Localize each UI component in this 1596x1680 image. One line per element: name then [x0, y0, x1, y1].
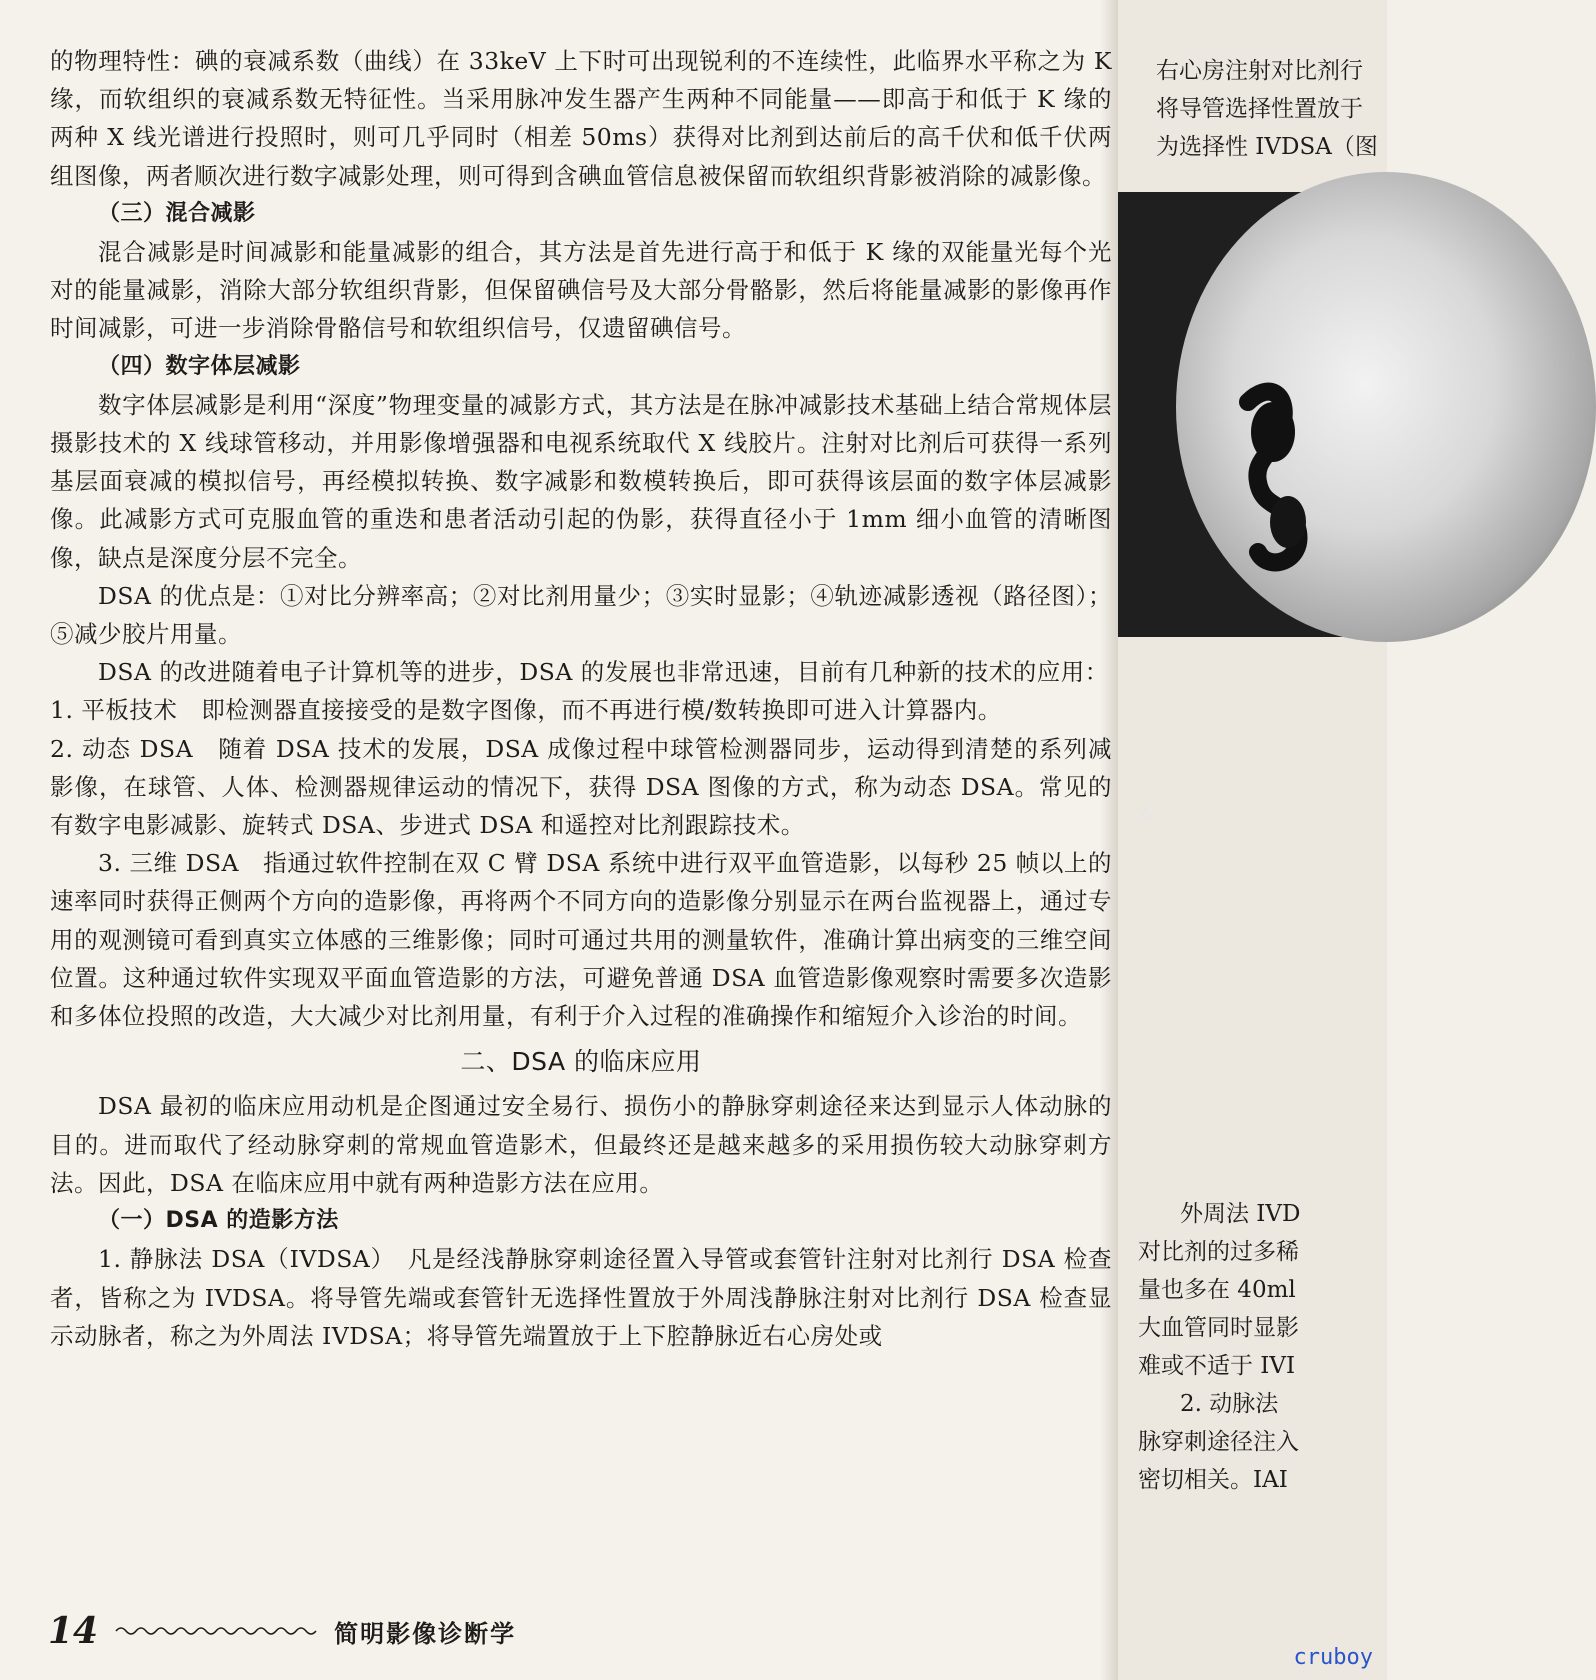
paragraph: DSA 的优点是：①对比分辨率高；②对比剂用量少；③实时显影；④轨迹减影透视（路径图）；⑤减少胶片用量。 [50, 581, 1112, 649]
subheading-digital-tomo-subtraction: （四）数字体层减影 [98, 353, 301, 379]
subheading-mixed-subtraction: （三）混合减影 [98, 200, 256, 226]
right-line: 脉穿刺途径注入 [1138, 1429, 1299, 1455]
right-line: 量也多在 40ml [1138, 1277, 1296, 1303]
paragraph: 混合减影是时间减影和能量减影的组合，其方法是首先进行高于和低于 K 缘的双能量光每个光对的能量减影，消除大部分软组织背影，但保留碘信号及大部分骨骼影，然后将能量减影的影像再作时间减影，可进一步消除骨骼信号和软组织信号，仅遗留碘信号。 [50, 238, 1112, 343]
main-text [50, 42, 1112, 1355]
paragraph: DSA 的改进随着电子计算机等的进步，DSA 的发展也非常迅速，目前有几种新的技术的应用： [98, 658, 1109, 687]
contrast-vessel-shape [1118, 192, 1387, 637]
watermark: cruboy [1293, 1645, 1373, 1670]
paragraph: 数字体层减影是利用“深度”物理变量的减影方式，其方法是在脉冲减影技术基础上结合常规体层摄影技术的 X 线球管移动，并用影像增强器和电视系统取代 X 线胶片。注射对比剂后可获得一系列基层面衰减的模拟信号，再经模拟转换、数字减影和数模转换后，即可获得该层面的数字体层减影像。此减影方式可克服血管的重迭和患者活动引起的伪影，获得直径小于 1mm 细小血管的清晰图像，缺点是深度分层不完全。 [50, 390, 1112, 572]
right-line: 对比剂的过多稀 [1138, 1239, 1299, 1265]
book-title: 简明影像诊断学 [334, 1619, 517, 1648]
xray-figure [1118, 192, 1387, 825]
figure-label: A [1140, 804, 1153, 825]
right-line: 为选择性 IVDSA（图 [1156, 134, 1378, 160]
page-number: 14 [48, 1610, 99, 1652]
page-footer [48, 1606, 748, 1656]
list-item: 2. 动态 DSA 随着 DSA 技术的发展，DSA 成像过程中球管检测器同步，运动得到清楚的系列减影像，在球管、人体、检测器规律运动的情况下，获得 DSA 图像的方式，称为动态 DSA。常见的有数字电影减影、旋转式 DSA、步进式 DSA 和遥控对比剂跟踪技术。 [50, 734, 1112, 840]
paragraph: DSA 最初的临床应用动机是企图通过安全易行、损伤小的静脉穿刺途径来达到显示人体动脉的目的。进而取代了经动脉穿刺的常规血管造影术，但最终还是越来越多的采用损伤较大动脉穿刺方法。因此，DSA 在临床应用中就有两种造影方法在应用。 [50, 1092, 1112, 1197]
paragraph: 的物理特性：碘的衰减系数（曲线）在 33keV 上下时可出现锐利的不连续性，此临界水平称之为 K 缘，而软组织的衰减系数无特征性。当采用脉冲发生器产生两种不同能量——即高于和低于 K 缘的两种 X 线光谱进行投照时，则可几乎同时（相差 50ms）获得对比剂到达前后的高千伏和低千伏两组图像，两者顺次进行数字减影处理，则可得到含碘血管信息被保留而软组织背影被消除的减影像。 [50, 47, 1112, 190]
decorative-wave-icon [116, 1621, 316, 1641]
right-line: 将导管选择性置放于 [1156, 96, 1363, 122]
paragraph: 1. 静脉法 DSA（IVDSA） 凡是经浅静脉穿刺途径置入导管或套管针注射对比剂行 DSA 检查者，皆称之为 IVDSA。将导管先端或套管针无选择性置放于外周浅静脉注射对比剂行 DSA 检查显示动脉者，称之为外周法 IVDSA；将导管先端置放于上下腔静脉近右心房处或 [50, 1245, 1112, 1350]
right-line: 难或不适于 IVI [1138, 1353, 1296, 1379]
section-heading: 二、DSA 的临床应用 [460, 1047, 702, 1077]
subheading-dsa-methods: （一）DSA 的造影方法 [98, 1208, 339, 1234]
right-line: 大血管同时显影 [1138, 1315, 1299, 1341]
right-line: 右心房注射对比剂行 [1156, 58, 1363, 84]
list-item: 1. 平板技术 即检测器直接接受的是数字图像，而不再进行模/数转换即可进入计算器内。 [50, 696, 1002, 725]
right-line: 密切相关。IAI [1138, 1467, 1288, 1493]
right-line: 2. 动脉法 [1180, 1391, 1279, 1417]
right-line: 外周法 IVD [1180, 1201, 1301, 1227]
list-item: 3. 三维 DSA 指通过软件控制在双 C 臂 DSA 系统中进行双平血管造影，以每秒 25 帧以上的速率同时获得正侧两个方向的造影像，再将两个不同方向的造影像分别显示在两台监视器上，通过专用的观测镜可看到真实立体感的三维影像；同时可通过共用的测量软件，准确计算出病变的三维空间位置。这种通过软件实现双平面血管造影的方法，可避免普通 DSA 血管造影像观察时需要多次造影和多体位投照的改造，大大减少对比剂用量，有利于介入过程的准确操作和缩短介入诊治的时间。 [50, 849, 1112, 1031]
right-page [1118, 0, 1387, 1680]
